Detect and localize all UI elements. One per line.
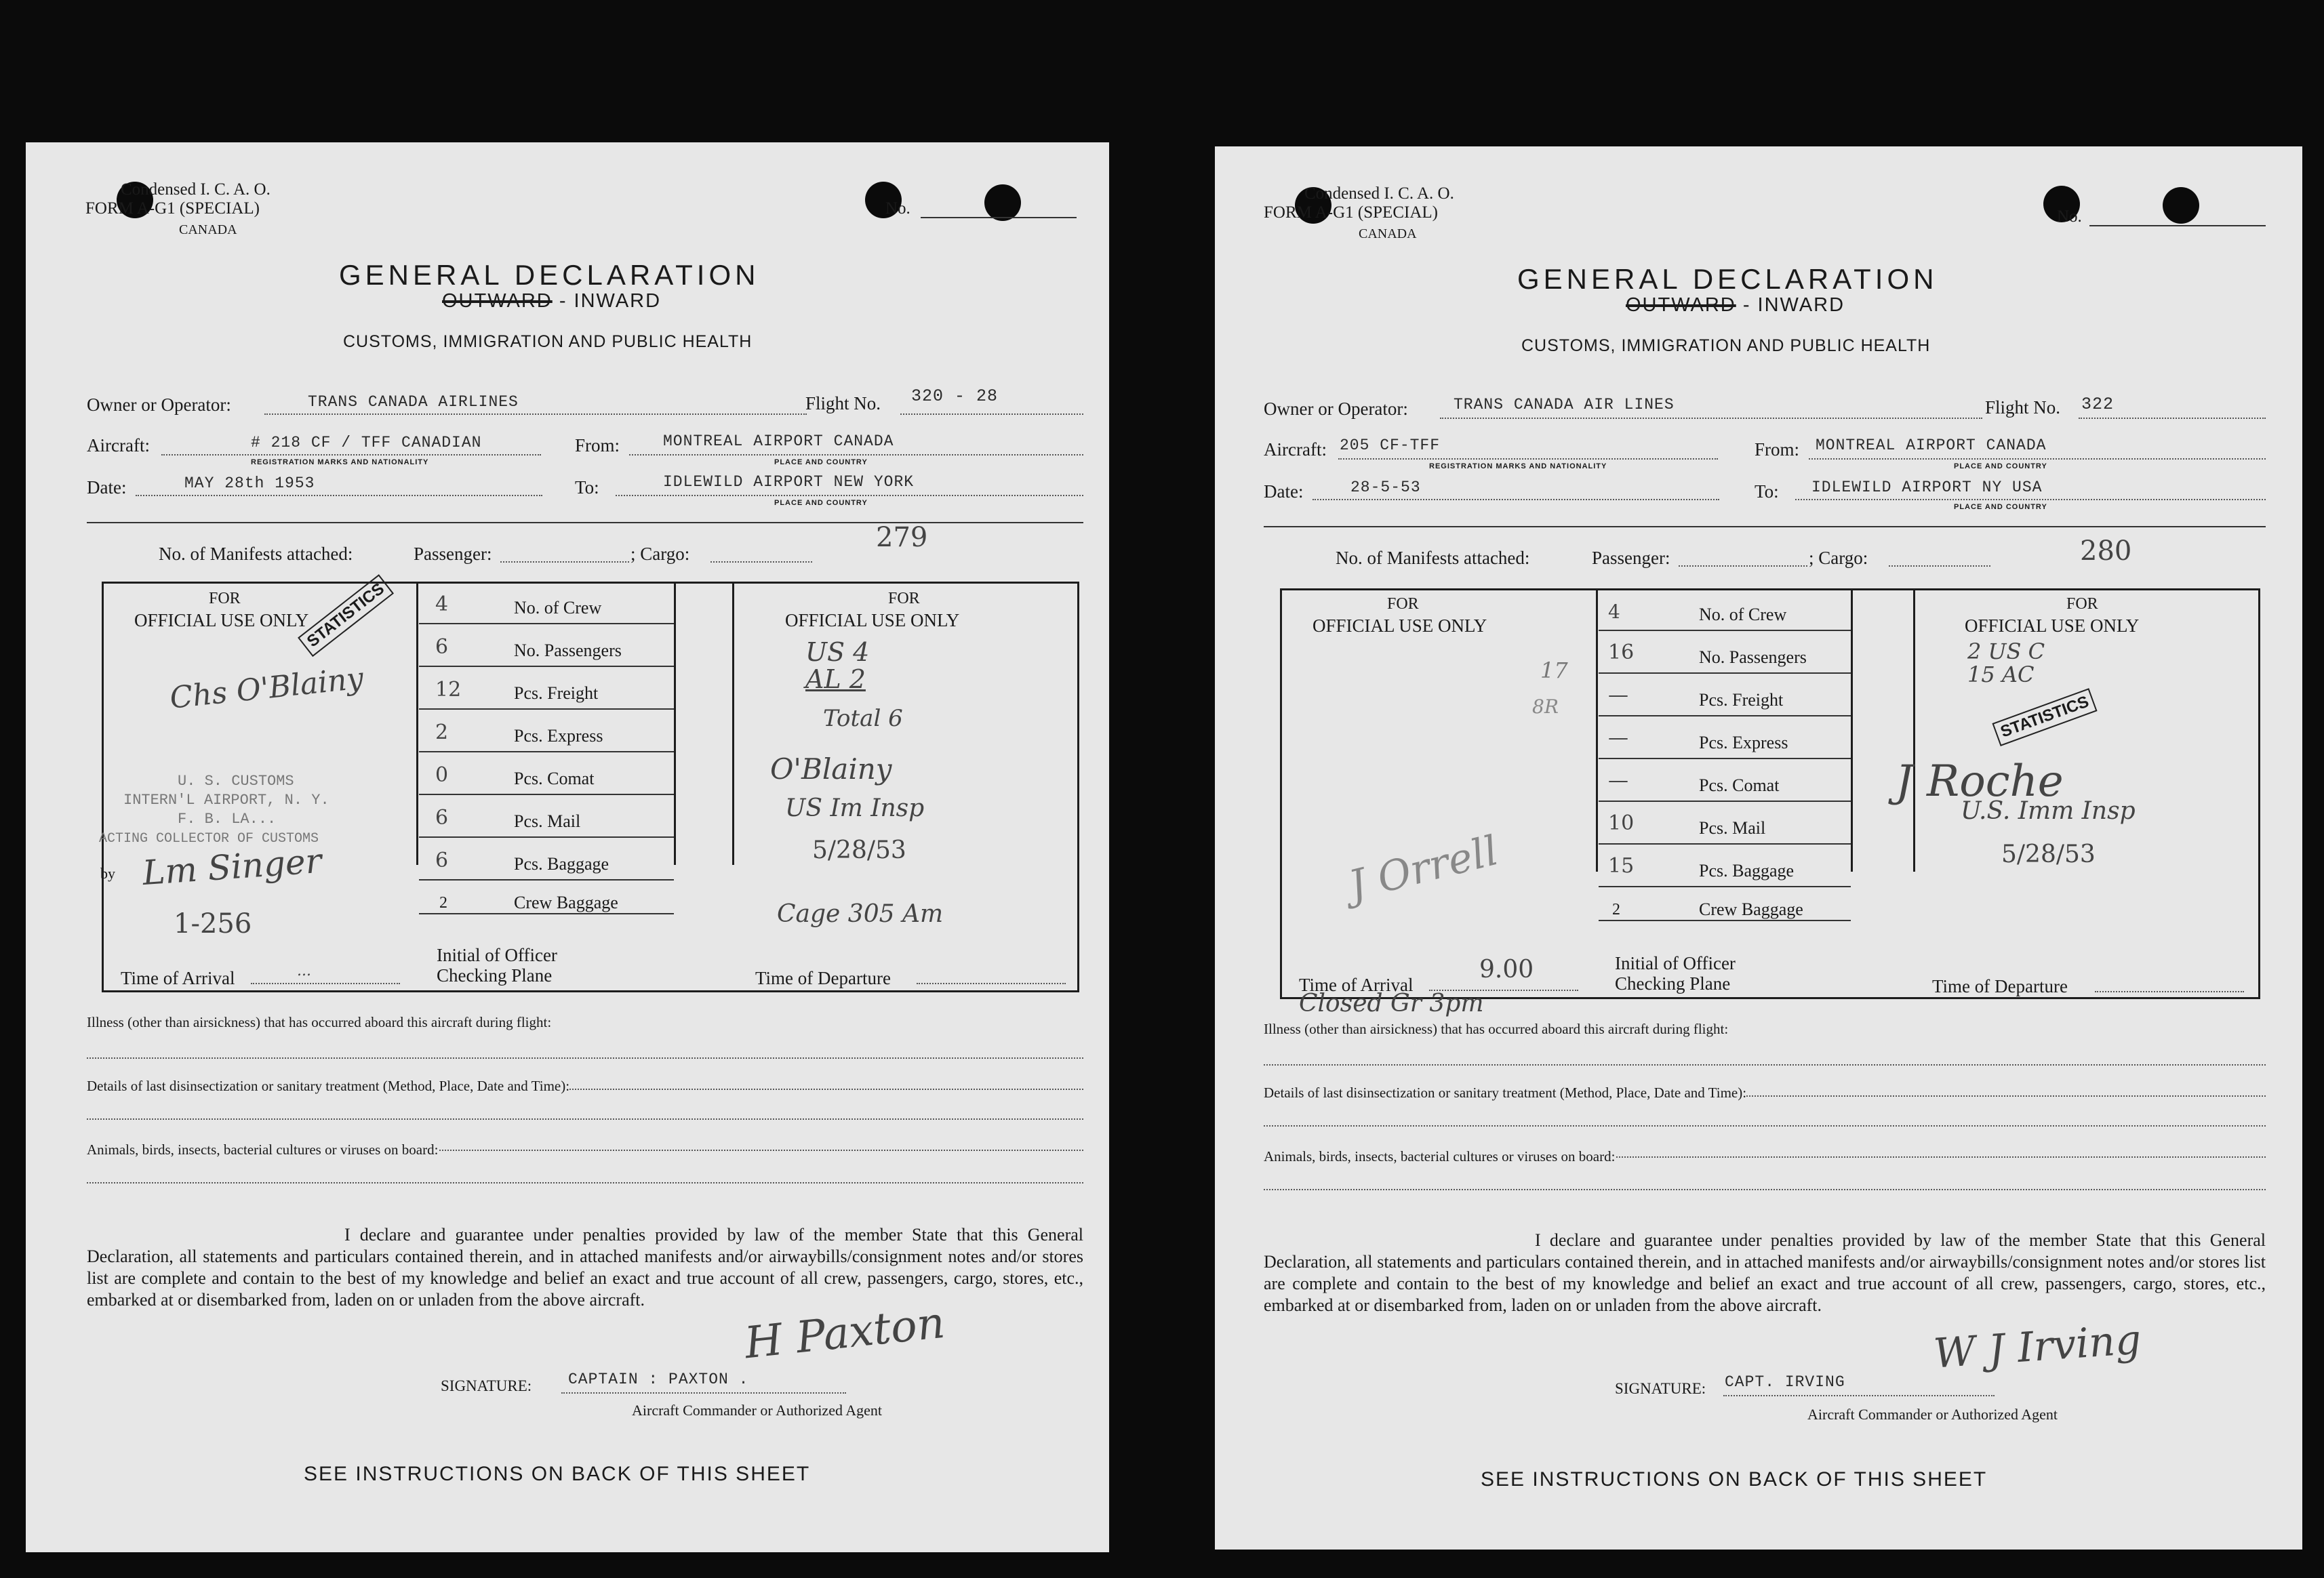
customs-stamp-2: INTERN'L AIRPORT, N. Y. (123, 792, 329, 809)
declaration-sheet-left (26, 142, 1109, 1552)
instructions-footer: SEE INSTRUCTIONS ON BACK OF THIS SHEET (304, 1463, 811, 1485)
captain-signature: W J Irving (1931, 1316, 2143, 1378)
note-sig: O'Blainy (770, 752, 892, 786)
manifest-number: 280 (2080, 535, 2132, 567)
flight-label: Flight No. (805, 393, 881, 413)
signature-label: SIGNATURE: (1615, 1380, 1706, 1397)
illness-label: Illness (other than airsickness) that has occurred aboard this aircraft during flight: (1264, 1021, 1729, 1037)
aircraft-value: 205 CF-TFF (1340, 437, 1441, 454)
declaration-text: I declare and guarantee under penalties provided by law of the member State that this General Declaration, all statements and particulars contained therein, and in attached manifests and/or airwaybills/consignment notes and/or stores list are complete and contain to the best of my knowledge and belief an exact and true account of all crew, passengers, cargo, stores, etc., embarked at or disembarked from, laden on or unladen from the above aircraft. (87, 1225, 1083, 1310)
note-date: 5/28/53 (2001, 841, 2096, 868)
owner-value: TRANS CANADA AIR LINES (1454, 396, 1675, 413)
departure-label: Time of Departure (755, 968, 891, 988)
owner-label: Owner or Operator: (87, 394, 231, 415)
table-row: 4 No. of Crew (1599, 588, 1851, 631)
date-value: 28-5-53 (1350, 479, 1421, 496)
place-caption-2: PLACE AND COUNTRY (1954, 503, 2047, 511)
closed-note: Closed Gr 3pm (1299, 990, 1484, 1017)
place-caption: PLACE AND COUNTRY (1954, 462, 2047, 470)
passenger-label: Passenger: (414, 544, 492, 564)
reg-caption: REGISTRATION MARKS AND NATIONALITY (251, 458, 429, 466)
punch-hole (984, 184, 1021, 221)
flight-value: 320 - 28 (911, 386, 999, 406)
note-8r: 8R (1532, 695, 1559, 718)
to-label: To: (575, 477, 599, 498)
officer-signature: J Orrell (1344, 826, 1503, 910)
signature-label: SIGNATURE: (441, 1377, 532, 1394)
subtitle (1626, 294, 1845, 317)
date-label: Date: (1264, 481, 1304, 502)
count-table (419, 582, 674, 914)
punch-hole (2163, 187, 2199, 224)
disinsect-label: Details of last disinsectization or sanitary treatment (Method, Place, Date and Time): (1264, 1085, 1747, 1101)
owner-value: TRANS CANADA AIRLINES (308, 393, 519, 411)
customs-stamp-3: F. B. LA... (178, 811, 277, 828)
code-note: 1-256 (174, 908, 252, 939)
table-row: 6 Pcs. Baggage (419, 838, 674, 881)
manifests-label: No. of Manifests attached: (1336, 548, 1530, 568)
table-row: — Pcs. Comat (1599, 759, 1851, 802)
flight-value: 322 (2081, 394, 2115, 414)
country-label: CANADA (1359, 226, 1417, 241)
to-value: IDLEWILD AIRPORT NY USA (1811, 479, 2043, 496)
page-title: GENERAL DECLARATION (339, 259, 760, 291)
cargo-label: ; Cargo: (1809, 548, 1868, 568)
note-us: US 4 (805, 637, 870, 667)
form-line-1: Condensed I. C. A. O. (1304, 184, 1454, 203)
table-row: 2 Pcs. Express (419, 710, 674, 752)
initial-label-1: Initial of Officer (437, 945, 557, 965)
manifest-number: 279 (876, 522, 928, 553)
passenger-label: Passenger: (1592, 548, 1670, 568)
country-label: CANADA (179, 222, 237, 237)
page-title: GENERAL DECLARATION (1517, 263, 1938, 295)
note-al: AL 2 (805, 664, 866, 694)
aircraft-value: # 218 CF / TFF CANADIAN (251, 434, 482, 451)
flight-label: Flight No. (1985, 397, 2061, 418)
owner-label: Owner or Operator: (1264, 399, 1408, 419)
aircraft-label: Aircraft: (1264, 439, 1327, 460)
place-caption: PLACE AND COUNTRY (774, 458, 868, 466)
declaration-sheet-right (1215, 146, 2302, 1550)
captain-signature: H Paxton (742, 1297, 948, 1369)
from-label: From: (575, 435, 620, 456)
official-use-right: OFFICIAL USE ONLY (1965, 615, 2140, 636)
table-row: — Pcs. Express (1599, 716, 1851, 759)
table-row: 10 Pcs. Mail (1599, 802, 1851, 845)
to-value: IDLEWILD AIRPORT NEW YORK (663, 473, 915, 491)
customs-stamp-1: U. S. CUSTOMS (178, 773, 294, 790)
date-label: Date: (87, 477, 127, 498)
form-line-1: Condensed I. C. A. O. (121, 180, 271, 199)
note-date: 5/28/53 (812, 836, 906, 864)
subtitle-inward: - INWARD (1742, 294, 1845, 316)
arrival-label: Time of Arrival (1299, 975, 1414, 995)
illness-label: Illness (other than airsickness) that has occurred aboard this aircraft during flight: (87, 1014, 552, 1030)
official-for-right: FOR (888, 590, 920, 607)
subtitle (442, 290, 661, 312)
form-line-2: FORM A-G1 (SPECIAL) (85, 199, 260, 218)
table-row: 15 Pcs. Baggage (1599, 845, 1851, 887)
initial-label-2: Checking Plane (437, 965, 553, 986)
table-row: 12 Pcs. Freight (419, 667, 674, 710)
initial-label-1: Initial of Officer (1615, 953, 1736, 973)
official-use-right: OFFICIAL USE ONLY (785, 610, 960, 630)
to-label: To: (1755, 481, 1779, 502)
animals-label: Animals, birds, insects, bacterial cultures or viruses on board: (87, 1141, 439, 1158)
table-row: 16 No. Passengers (1599, 631, 1851, 674)
statistics-stamp: STATISTICS (298, 574, 394, 657)
no-label: No. (2057, 207, 2082, 226)
table-row: 0 Pcs. Comat (419, 752, 674, 795)
from-value: MONTREAL AIRPORT CANADA (663, 432, 894, 450)
official-for-right: FOR (2066, 595, 2098, 613)
officer-signature: Chs O'Blainy (168, 661, 365, 716)
date-value: MAY 28th 1953 (184, 474, 315, 492)
arrival-time: 9.00 (1479, 956, 1534, 984)
customs-stamp-4: ACTING COLLECTOR OF CUSTOMS (99, 831, 319, 847)
disinsect-label: Details of last disinsectization or sanitary treatment (Method, Place, Date and Time): (87, 1078, 570, 1094)
animals-label: Animals, birds, insects, bacterial cultures or viruses on board: (1264, 1148, 1616, 1165)
place-caption-2: PLACE AND COUNTRY (774, 499, 868, 507)
subheading: CUSTOMS, IMMIGRATION AND PUBLIC HEALTH (343, 332, 753, 351)
from-label: From: (1755, 439, 1800, 460)
table-row: 2 Crew Baggage (419, 881, 674, 914)
initial-label-2: Checking Plane (1615, 973, 1731, 994)
table-row: — Pcs. Freight (1599, 674, 1851, 716)
note-insp: US Im Insp (785, 794, 925, 822)
instructions-footer: SEE INSTRUCTIONS ON BACK OF THIS SHEET (1481, 1468, 1988, 1491)
note-total: Total 6 (823, 705, 903, 732)
departure-label: Time of Departure (1932, 976, 2068, 996)
subtitle-outward: OUTWARD (442, 290, 553, 312)
signature-value: CAPT. IRVING (1725, 1373, 1845, 1391)
form-line-2: FORM A-G1 (SPECIAL) (1264, 203, 1438, 222)
official-for-left: FOR (1387, 595, 1419, 613)
cargo-label: ; Cargo: (630, 544, 690, 564)
note-us-c: 2 US C (1967, 639, 2045, 664)
official-use-left: OFFICIAL USE ONLY (1313, 615, 1487, 636)
aircraft-label: Aircraft: (87, 435, 150, 456)
manifests-label: No. of Manifests attached: (159, 544, 353, 564)
reg-caption: REGISTRATION MARKS AND NATIONALITY (1429, 462, 1607, 470)
inspector-signature: J Roche (1896, 756, 2064, 807)
declaration-text: I declare and guarantee under penalties provided by law of the member State that this General Declaration, all statements and particulars contained therein, and in attached manifests and/or airwaybills/consignment notes and/or stores list are complete and contain to the best of my knowledge and belief an exact and true account of all crew, passengers, cargo, stores, etc., embarked at or disembarked from, laden on or unladen from the above aircraft. (1264, 1230, 2266, 1315)
count-table (1599, 588, 1851, 921)
subheading: CUSTOMS, IMMIGRATION AND PUBLIC HEALTH (1521, 336, 1931, 355)
by-signature: Lm Singer (141, 841, 323, 893)
table-row: 6 Pcs. Mail (419, 795, 674, 838)
no-label: No. (885, 199, 910, 218)
commander-label: Aircraft Commander or Authorized Agent (632, 1402, 883, 1419)
by-label: by (100, 865, 115, 882)
arrival-label: Time of Arrival (121, 968, 235, 988)
table-row: 4 No. of Crew (419, 582, 674, 624)
note-insp: U.S. Imm Insp (1961, 797, 2136, 825)
note-cage: Cage 305 Am (777, 900, 944, 928)
official-for-left: FOR (209, 590, 241, 607)
from-value: MONTREAL AIRPORT CANADA (1816, 437, 2047, 454)
subtitle-outward: OUTWARD (1626, 294, 1736, 316)
note-17: 17 (1540, 658, 1568, 683)
commander-label: Aircraft Commander or Authorized Agent (1807, 1406, 2058, 1423)
arrival-time: ... (297, 963, 311, 979)
table-row: 6 No. Passengers (419, 624, 674, 667)
note-ac: 15 AC (1967, 662, 2035, 687)
table-row: 2 Crew Baggage (1599, 887, 1851, 921)
subtitle-inward: - INWARD (559, 290, 662, 312)
signature-value: CAPTAIN : PAXTON . (568, 1371, 749, 1388)
official-use-left: OFFICIAL USE ONLY (134, 610, 309, 630)
statistics-stamp: STATISTICS (1992, 688, 2098, 746)
